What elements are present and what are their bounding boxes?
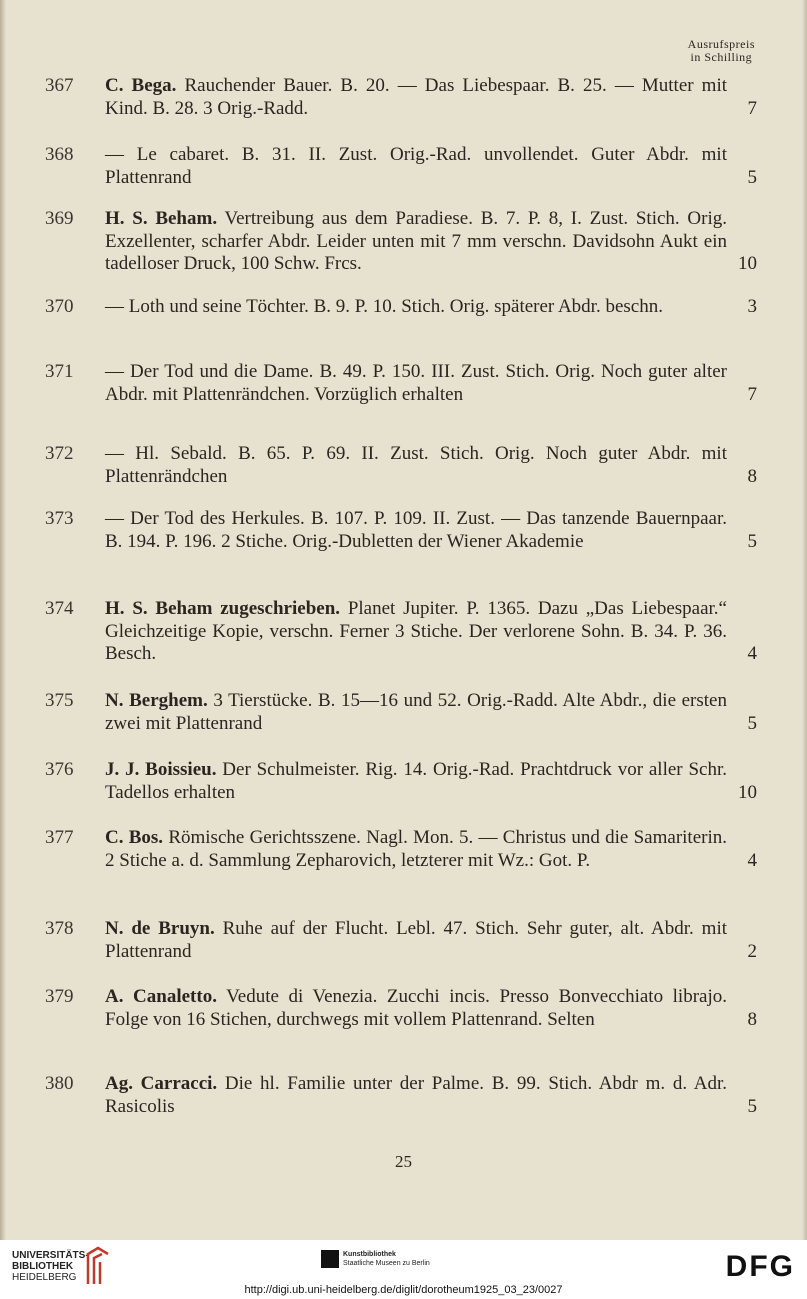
- ub-line-2: BIBLIOTHEK: [12, 1261, 74, 1272]
- entry-number: 378: [45, 918, 74, 939]
- university-library-logo[interactable]: [12, 1250, 89, 1283]
- catalog-entry-370: [45, 296, 757, 319]
- entry-price: 3: [747, 296, 757, 317]
- catalog-entry-379: [45, 986, 757, 1031]
- dfg-logo[interactable]: DFG: [725, 1250, 795, 1283]
- entry-description: Die hl. Familie unter der Palme. B. 99. Stich. Abdr m. d. Adr. Rasicolis: [105, 1073, 727, 1117]
- entry-number: 370: [45, 296, 74, 317]
- entry-price: 10: [738, 781, 757, 803]
- kb-subtitle: Staatliche Museen zu Berlin: [343, 1260, 430, 1267]
- entry-price: 5: [747, 530, 757, 552]
- catalog-entry-368: [45, 144, 757, 189]
- entry-description: — Le cabaret. B. 31. II. Zust. Orig.-Rad. unvollendet. Guter Abdr. mit Plattenrand: [105, 144, 727, 188]
- entry-price: 7: [747, 97, 757, 119]
- entry-number: 380: [45, 1073, 74, 1094]
- entry-price: 5: [747, 712, 757, 734]
- entry-price: 5: [747, 1095, 757, 1117]
- entry-number: 371: [45, 361, 74, 382]
- kunstbibliothek-mark-icon: [321, 1250, 339, 1268]
- catalog-entry-371: [45, 361, 757, 406]
- entry-price: 5: [747, 166, 757, 188]
- entry-price: 8: [747, 465, 757, 487]
- permalink-url[interactable]: http://digi.ub.uni-heidelberg.de/diglit/dorotheum1925_03_23/0027: [244, 1284, 563, 1296]
- artist-name: Ag. Carracci.: [105, 1073, 218, 1094]
- entry-description: Vedute di Venezia. Zucchi incis. Presso Bonvecchiato librajo. Folge von 16 Stichen, durchwegs mit vollem Plattenrand. Selten: [105, 986, 727, 1030]
- entry-description: Vertreibung aus dem Paradiese. B. 7. P. 8, I. Zust. Stich. Orig. Exzellenter, scharfer Abdr. Leider unten mit 7 mm verschn. Davidsohn Aukt ein tadelloser Druck, 100 Schw. Frcs.: [105, 208, 727, 274]
- artist-name: C. Bega.: [105, 75, 177, 96]
- ub-line-3: HEIDELBERG: [12, 1272, 77, 1283]
- ub-line-1: UNIVERSITÄTS-: [12, 1250, 89, 1261]
- entry-description: — Der Tod des Herkules. B. 107. P. 109. II. Zust. — Das tanzende Bauernpaar. B. 194. P. 196. 2 Stiche. Orig.-Dubletten der Wiener Akademie: [105, 508, 727, 552]
- entry-number: 379: [45, 986, 74, 1007]
- artist-name: N. de Bruyn.: [105, 918, 215, 939]
- entry-price: 10: [738, 253, 757, 274]
- catalog-entry-374: [45, 598, 757, 666]
- entry-number: 369: [45, 208, 74, 229]
- artist-name: J. J. Boissieu.: [105, 759, 217, 780]
- kb-name: Kunstbibliothek: [343, 1251, 396, 1258]
- entry-price: 7: [747, 383, 757, 405]
- entry-description: Römische Gerichtsszene. Nagl. Mon. 5. — Christus und die Samariterin. 2 Stiche a. d. Sammlung Zepharovich, letzterer mit Wz.: Got. P.: [105, 827, 727, 871]
- entry-description: Rauchender Bauer. B. 20. — Das Liebespaar. B. 25. — Mutter mit Kind. B. 28. 3 Orig.-Radd.: [105, 75, 727, 119]
- artist-name: H. S. Beham zugeschrieben.: [105, 598, 341, 619]
- entry-price: 4: [747, 643, 757, 664]
- artist-name: C. Bos.: [105, 827, 164, 848]
- catalog-entry-372: [45, 443, 757, 488]
- entry-number: 368: [45, 144, 74, 165]
- entry-number: 376: [45, 759, 74, 780]
- page-number: 25: [395, 1152, 412, 1171]
- digitization-footer: [0, 1240, 807, 1299]
- entry-description: Ruhe auf der Flucht. Lebl. 47. Stich. Sehr guter, alt. Abdr. mit Plattenrand: [105, 918, 727, 962]
- kunstbibliothek-logo[interactable]: [343, 1250, 430, 1268]
- entry-price: 4: [747, 849, 757, 871]
- entry-price: 2: [747, 940, 757, 962]
- entry-description: — Hl. Sebald. B. 65. P. 69. II. Zust. Stich. Orig. Noch guter Abdr. mit Plattenrändchen: [105, 443, 727, 487]
- catalog-entry-375: [45, 690, 757, 735]
- price-column-header: [688, 38, 755, 64]
- header-line-1: Ausrufspreis: [687, 37, 755, 51]
- artist-name: A. Canaletto.: [105, 986, 217, 1007]
- catalog-entry-369: [45, 208, 757, 276]
- ub-emblem-icon: [85, 1246, 111, 1286]
- entry-description: Planet Jupiter. P. 1365. Dazu „Das Liebespaar.“ Gleichzeitige Kopie, verschn. Ferner 3 Stiche. Der verlorene Sohn. B. 34. P. 36. Besch.: [105, 598, 727, 664]
- entry-description: — Der Tod und die Dame. B. 49. P. 150. III. Zust. Stich. Orig. Noch guter alter Abdr. mit Plattenrändchen. Vorzüglich erhalten: [105, 361, 727, 405]
- catalog-entry-367: [45, 75, 757, 120]
- artist-name: H. S. Beham.: [105, 208, 218, 229]
- catalog-entry-380: [45, 1073, 757, 1118]
- catalog-entry-373: [45, 508, 757, 553]
- entry-price: 8: [747, 1008, 757, 1030]
- entry-number: 375: [45, 690, 74, 711]
- entry-number: 374: [45, 598, 74, 619]
- entry-description: Der Schulmeister. Rig. 14. Orig.-Rad. Prachtdruck vor aller Schr. Tadellos erhalten: [105, 759, 727, 803]
- entry-number: 373: [45, 508, 74, 529]
- entry-description: 3 Tierstücke. B. 15—16 und 52. Orig.-Radd. Alte Abdr., die ersten zwei mit Plattenrand: [105, 690, 727, 734]
- artist-name: N. Berghem.: [105, 690, 208, 711]
- catalog-entry-378: [45, 918, 757, 963]
- entry-description: — Loth und seine Töchter. B. 9. P. 10. Stich. Orig. späterer Abdr. beschn.: [105, 296, 663, 317]
- entry-number: 372: [45, 443, 74, 464]
- catalog-entry-377: [45, 827, 757, 872]
- entry-number: 377: [45, 827, 74, 848]
- catalog-entry-376: [45, 759, 757, 804]
- header-line-2: in Schilling: [690, 50, 753, 64]
- entry-number: 367: [45, 75, 74, 96]
